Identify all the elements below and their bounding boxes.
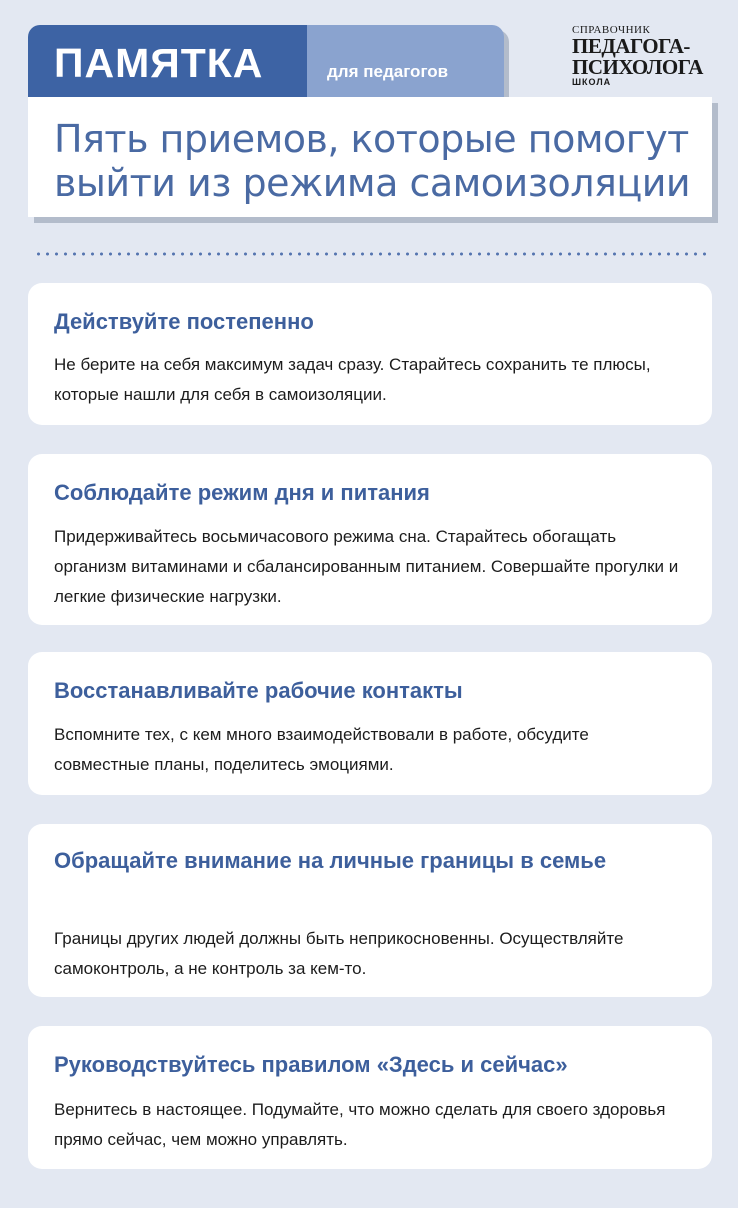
tip-card-4 [28, 824, 712, 997]
tip-text: Вернитесь в настоящее. Подумайте, что можно сделать для своего здоровья прямо сейчас, чем можно управлять. [54, 1100, 666, 1149]
tip-heading: Действуйте постепенно [54, 309, 314, 334]
tip-card-5 [28, 1026, 712, 1169]
page-title: Пять приемов, которые помогут выйти из режима самоизоляции [54, 117, 691, 205]
logo-line-4: ШКОЛА [572, 77, 612, 87]
tip-text: Не берите на себя максимум задач сразу. Старайтесь сохранить те плюсы, которые нашли для себя в самоизоляции. [54, 355, 651, 404]
dotted-divider [34, 252, 710, 256]
tip-heading: Соблюдайте режим дня и питания [54, 480, 430, 505]
memo-tab [28, 25, 307, 97]
logo-line-2: ПЕДАГОГА- [572, 34, 690, 58]
tip-text: Вспомните тех, с кем много взаимодействовали в работе, обсудите совместные планы, поделитесь эмоциями. [54, 725, 589, 774]
tip-card-2 [28, 454, 712, 625]
logo-line-1: СПРАВОЧНИК [572, 24, 651, 36]
tip-heading: Руководствуйтесь правилом «Здесь и сейчас» [54, 1052, 568, 1077]
memo-tab-label: ПАМЯТКА [54, 40, 264, 86]
tip-card-1 [28, 283, 712, 425]
title-box [28, 97, 712, 217]
tip-text: Границы других людей должны быть неприкосновенны. Осуществляйте самоконтроль, а не контроль за кем-то. [54, 929, 624, 978]
tip-heading: Восстанавливайте рабочие контакты [54, 678, 463, 703]
tip-card-3 [28, 652, 712, 795]
audience-tab-label: для педагогов [327, 62, 449, 81]
audience-tab [307, 25, 504, 97]
tip-text: Придерживайтесь восьмичасового режима сна. Старайтесь обогащать организм витаминами и сбалансированным питанием. Совершайте прогулки и легкие физические нагрузки. [54, 527, 679, 606]
logo-line-3: ПСИХОЛОГА [572, 55, 703, 79]
tip-heading: Обращайте внимание на личные границы в семье [54, 848, 607, 873]
publication-logo [572, 24, 722, 87]
